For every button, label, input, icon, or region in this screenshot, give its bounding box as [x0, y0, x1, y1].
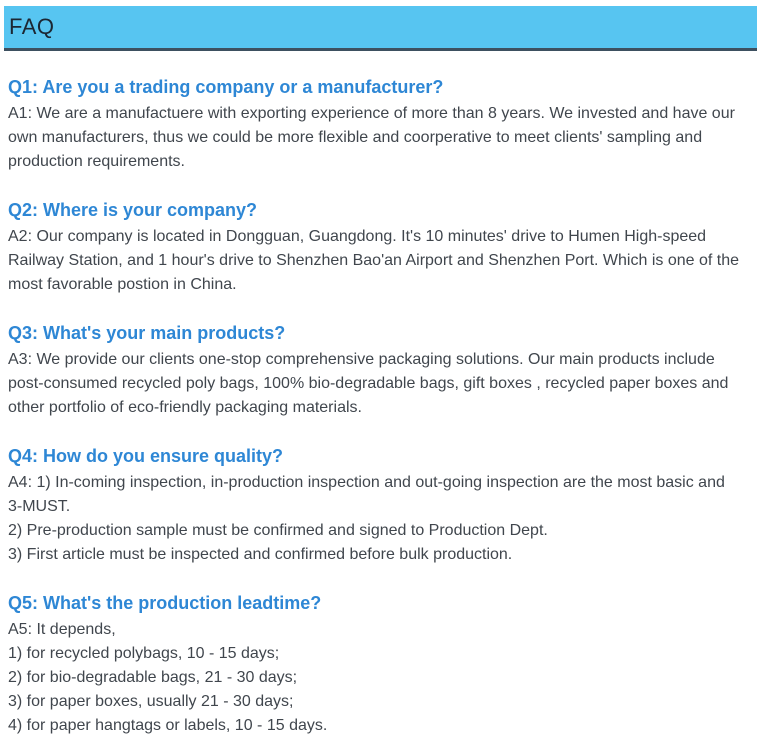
faq-section-header	[4, 6, 757, 51]
faq-section-1	[8, 77, 741, 174]
faq-answer-5-line-5: 4) for paper hangtags or labels, 10 - 15 days.	[8, 717, 328, 734]
faq-content	[0, 77, 749, 738]
faq-answer-4-line-1: A4: 1) In-coming inspection, in-production inspection and out-going inspection are the most basic and 3-MUST.	[8, 474, 725, 515]
faq-section-4	[8, 446, 741, 567]
faq-section-3	[8, 323, 741, 420]
faq-section-5	[8, 593, 741, 738]
faq-question-1: Q1: Are you a trading company or a manufacturer?	[8, 77, 444, 97]
faq-answer-5-line-3: 2) for bio-degradable bags, 21 - 30 days;	[8, 669, 298, 686]
faq-answer-5-line-2: 1) for recycled polybags, 10 - 15 days;	[8, 645, 280, 662]
faq-answer-4-line-2: 2) Pre-production sample must be confirmed and signed to Production Dept.	[8, 522, 548, 539]
faq-section-2	[8, 200, 741, 297]
faq-header-title: FAQ	[9, 14, 55, 39]
faq-answer-5-line-4: 3) for paper boxes, usually 21 - 30 days;	[8, 693, 294, 710]
faq-question-4: Q4: How do you ensure quality?	[8, 446, 284, 466]
faq-answer-5-line-1: A5: It depends,	[8, 621, 116, 638]
faq-question-3: Q3: What's your main products?	[8, 323, 286, 343]
faq-answer-3: A3: We provide our clients one-stop comprehensive packaging solutions. Our main products include post-consumed recycled poly bags, 100% bio-degradable bags, gift boxes , recycled paper boxes and other portfolio of eco-friendly packaging materials.	[8, 351, 729, 416]
faq-answer-1: A1: We are a manufactuere with exporting experience of more than 8 years. We invested and have our own manufacturers, thus we could be more flexible and coorperative to meet clients' sampling and production requirements.	[8, 105, 735, 170]
faq-question-2: Q2: Where is your company?	[8, 200, 258, 220]
faq-question-5: Q5: What's the production leadtime?	[8, 593, 322, 613]
faq-answer-2: A2: Our company is located in Dongguan, Guangdong. It's 10 minutes' drive to Humen High-speed Railway Station, and 1 hour's drive to Shenzhen Bao'an Airport and Shenzhen Port. Which is one of the most favorable postion in China.	[8, 228, 739, 293]
faq-answer-4-line-3: 3) First article must be inspected and confirmed before bulk production.	[8, 546, 513, 563]
